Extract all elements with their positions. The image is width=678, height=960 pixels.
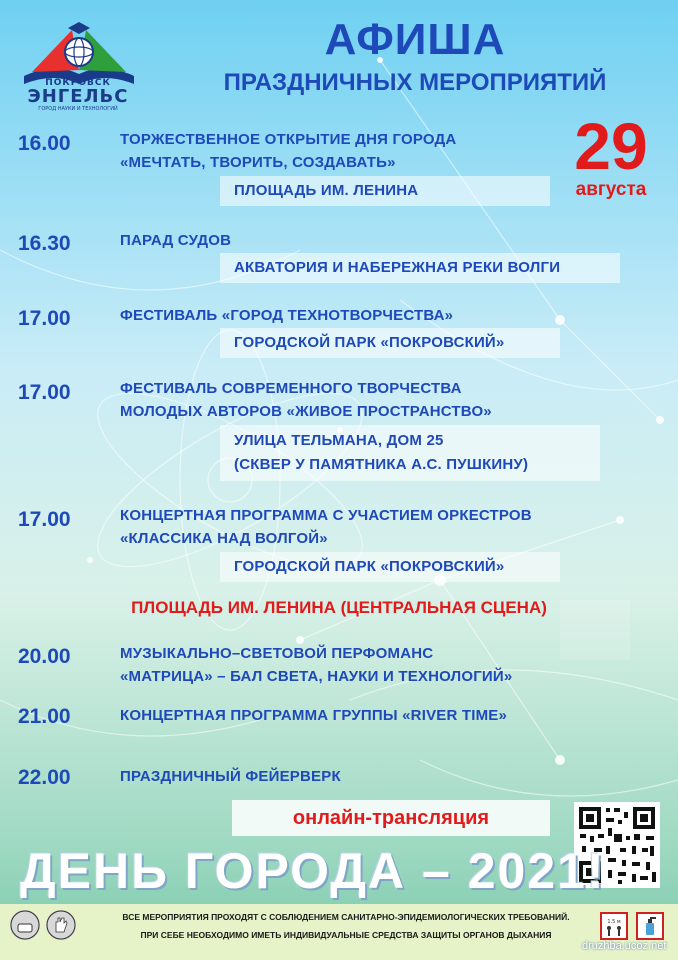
event-title: КОНЦЕРТНАЯ ПРОГРАММА С УЧАСТИЕМ ОРКЕСТРОВ bbox=[120, 507, 532, 524]
gloves-icon bbox=[46, 910, 76, 940]
date-day: 29 bbox=[574, 109, 648, 183]
event-title: ПАРАД СУДОВ bbox=[120, 232, 232, 249]
event-place: (СКВЕР У ПАМЯТНИКА А.С. ПУШКИНУ) bbox=[234, 456, 529, 473]
event-time: 17.00 bbox=[18, 307, 71, 330]
event-time: 16.30 bbox=[18, 232, 71, 255]
logo-text bbox=[16, 78, 140, 112]
central-stage-heading: ПЛОЩАДЬ ИМ. ЛЕНИНА (ЦЕНТРАЛЬНАЯ СЦЕНА) bbox=[131, 598, 547, 617]
poster-title bbox=[170, 14, 660, 98]
date-badge bbox=[556, 109, 666, 200]
footer-line-1: ВСЕ МЕРОПРИЯТИЯ ПРОХОДЯТ С СОБЛЮДЕНИЕМ САНИТАРНО-ЭПИДЕМИОЛОГИЧЕСКИХ ТРЕБОВАНИЙ. bbox=[122, 912, 570, 922]
event-time: 17.00 bbox=[18, 381, 71, 404]
online-broadcast-label: онлайн-трансляция bbox=[232, 800, 550, 836]
footer-notice bbox=[86, 908, 606, 944]
stage-event-title: КОНЦЕРТНАЯ ПРОГРАММА ГРУППЫ «RIVER TIME» bbox=[120, 707, 508, 724]
date-month: августа bbox=[575, 179, 647, 200]
event-place: ГОРОДСКОЙ ПАРК «ПОКРОВСКИЙ» bbox=[234, 334, 505, 351]
event-place: ПЛОЩАДЬ ИМ. ЛЕНИНА bbox=[234, 182, 419, 199]
stage-event-title: ПРАЗДНИЧНЫЙ ФЕЙЕРВЕРК bbox=[120, 768, 341, 785]
event-title: ФЕСТИВАЛЬ «ГОРОД ТЕХНОТВОРЧЕСТВА» bbox=[120, 307, 454, 324]
event-place: ГОРОДСКОЙ ПАРК «ПОКРОВСКИЙ» bbox=[234, 558, 505, 575]
event-place: АКВАТОРИЯ И НАБЕРЕЖНАЯ РЕКИ ВОЛГИ bbox=[234, 259, 561, 276]
event-title: «МЕЧТАТЬ, ТВОРИТЬ, СОЗДАВАТЬ» bbox=[120, 154, 396, 171]
event-place: УЛИЦА ТЕЛЬМАНА, ДОМ 25 bbox=[234, 432, 444, 449]
footer-line-2: ПРИ СЕБЕ НЕОБХОДИМО ИМЕТЬ ИНДИВИДУАЛЬНЫЕ СРЕДСТВА ЗАЩИТЫ ОРГАНОВ ДЫХАНИЯ bbox=[140, 930, 552, 940]
stage-event-time: 22.00 bbox=[18, 766, 71, 789]
distance-icon bbox=[600, 912, 628, 940]
title-main: АФИША bbox=[324, 15, 506, 64]
watermark: druzhba.ucoz.net bbox=[582, 940, 667, 952]
logo-top: ПОКРОВСК bbox=[45, 78, 111, 88]
stage-event-time: 21.00 bbox=[18, 705, 71, 728]
mask-icon bbox=[10, 910, 40, 940]
city-day-title: ДЕНЬ ГОРОДА – 2021! bbox=[20, 843, 606, 899]
event-time: 16.00 bbox=[18, 132, 71, 155]
event-title: МОЛОДЫХ АВТОРОВ «ЖИВОЕ ПРОСТРАНСТВО» bbox=[120, 403, 492, 420]
event-title: «КЛАССИКА НАД ВОЛГОЙ» bbox=[120, 530, 328, 547]
event-title: ТОРЖЕСТВЕННОЕ ОТКРЫТИЕ ДНЯ ГОРОДА bbox=[120, 131, 457, 148]
event-time: 17.00 bbox=[18, 508, 71, 531]
sanitizer-icon bbox=[636, 912, 664, 940]
distance-label: 1.5 м bbox=[607, 919, 621, 925]
stage-event-title: «МАТРИЦА» – БАЛ СВЕТА, НАУКИ И ТЕХНОЛОГИЙ» bbox=[120, 668, 513, 685]
logo-name: ЭНГЕЛЬС bbox=[27, 86, 129, 107]
stage-event-time: 20.00 bbox=[18, 645, 71, 668]
logo-subtitle: ГОРОД НАУКИ И ТЕХНОЛОГИЙ bbox=[38, 106, 118, 112]
event-title: ФЕСТИВАЛЬ СОВРЕМЕННОГО ТВОРЧЕСТВА bbox=[120, 380, 462, 397]
stage-event-title: МУЗЫКАЛЬНО–СВЕТОВОЙ ПЕРФОМАНС bbox=[120, 645, 434, 662]
title-sub: ПРАЗДНИЧНЫХ МЕРОПРИЯТИЙ bbox=[223, 69, 607, 96]
